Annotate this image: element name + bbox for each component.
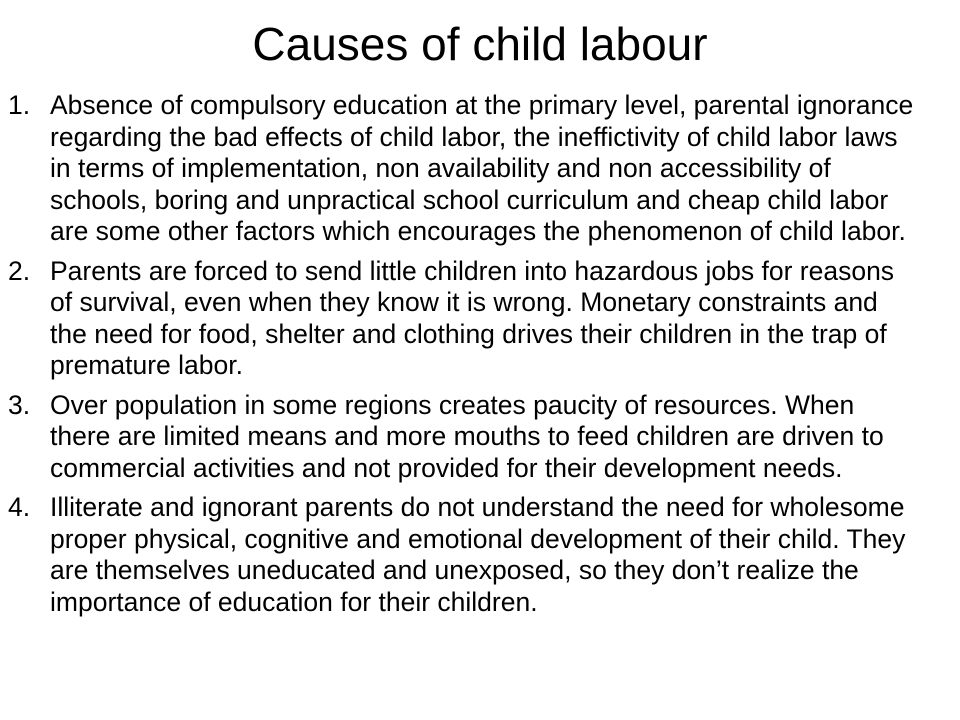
list-item-text: Absence of compulsory education at the primary level, parental ignorance regarding the bad effects of child labor, the ineffictivity of child labor laws in terms of implementation, non availability and non accessibility of schools, boring and unpractical school curriculum and cheap child labor are some other factors which encourages the phenomenon of child labor. (50, 90, 914, 246)
list-item-text: Illiterate and ignorant parents do not understand the need for wholesome proper physical, cognitive and emotional development of their child. They are themselves uneducated and unexposed, so they don’t realize the importance of education for their children. (50, 492, 906, 617)
list-item-number: 1. (8, 90, 31, 120)
list-item-1 (0, 90, 960, 248)
list-item-number: 2. (8, 255, 31, 286)
list-item-3 (0, 390, 960, 485)
list-item-text: Over population in some regions creates paucity of resources. When there are limited means and more mouths to feed children are driven to commercial activities and not provided for their development needs. (50, 389, 884, 483)
list-item-number: 4. (8, 492, 31, 522)
list-item-text: Parents are forced to send little children into hazardous jobs for reasons of survival, even when they know it is wrong. Monetary constraints and the need for food, shelter and clothing drives their children in the trap of premature labor. (50, 255, 895, 380)
slide-title: Causes of child labour (252, 18, 708, 70)
causes-list (0, 90, 960, 626)
list-item-4 (0, 492, 960, 618)
list-item-2 (0, 256, 960, 382)
list-item-number: 3. (8, 389, 31, 420)
